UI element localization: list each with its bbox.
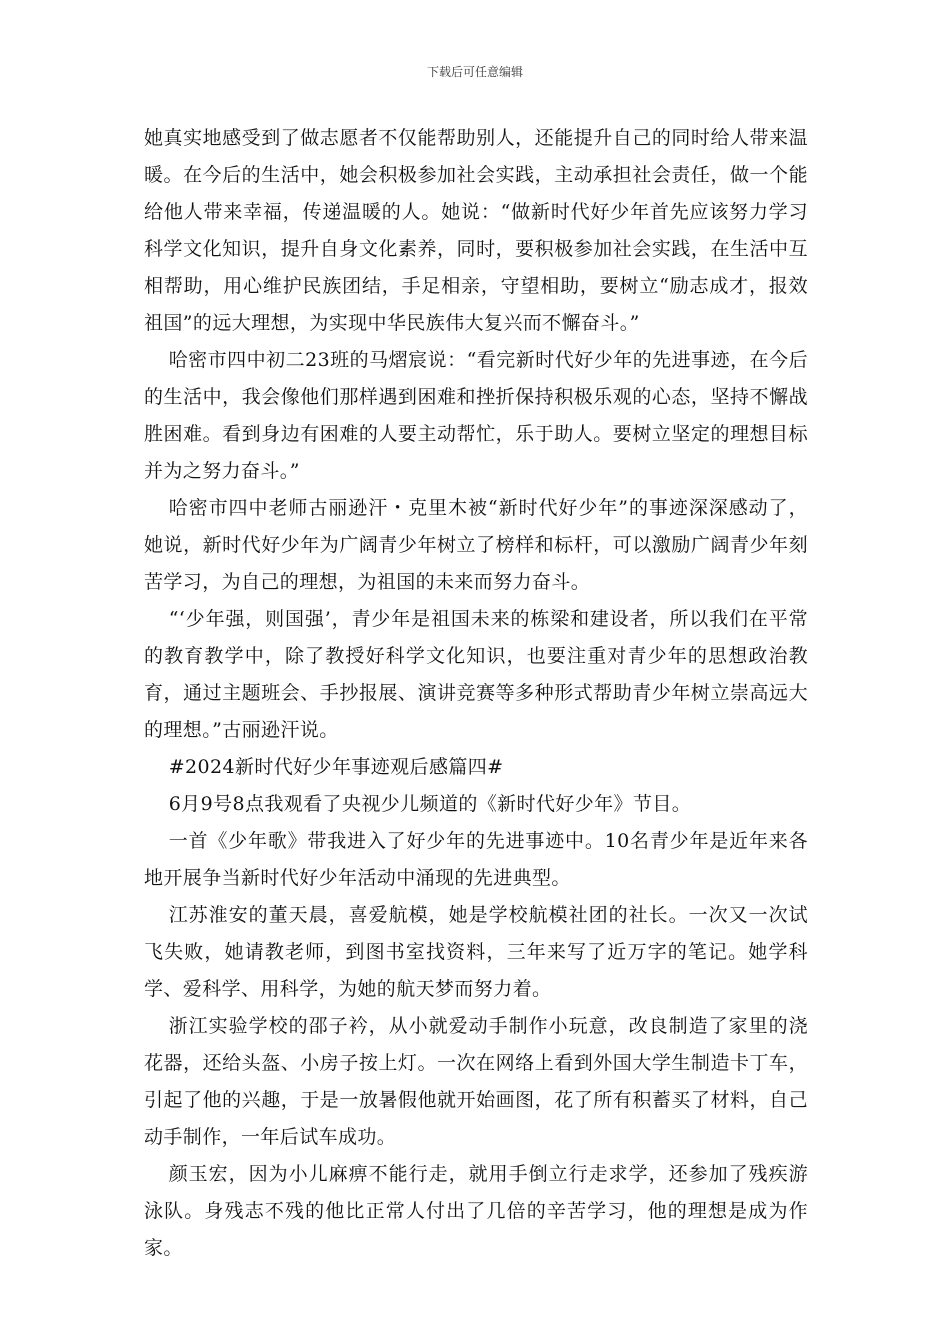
paragraph-4: “‘少年强，则国强’，青少年是祖国未来的栋梁和建设者，所以我们在平常的教育教学中，除了教授好科学文化知识，也要注重对青少年的思想政治教育，通过主题班会、手抄报展、演讲竞赛等多种形式帮助青少年树立崇高远大的理想。”古丽逊汗说。 <box>144 608 808 741</box>
paragraph-6: 6月9号8点我观看了央视少儿频道的《新时代好少年》节目。 <box>168 793 692 815</box>
section-heading: #2024新时代好少年事迹观后感篇四# <box>168 756 504 778</box>
paragraph-3: 哈密市四中老师古丽逊汗・克里木被“新时代好少年”的事迹深深感动了，她说，新时代好少年为广阔青少年树立了榜样和标杆，可以激励广阔青少年刻苦学习，为自己的理想，为祖国的未来而努力奋斗。 <box>144 497 808 593</box>
document-body <box>144 120 808 1267</box>
paragraph-7: 一首《少年歌》带我进入了好少年的先进事迹中。10名青少年是近年来各地开展争当新时代好少年活动中涌现的先进典型。 <box>144 830 808 889</box>
paragraph-10: 颜玉宏，因为小儿麻痹不能行走，就用手倒立行走求学，还参加了残疾游泳队。身残志不残的他比正常人付出了几倍的辛苦学习，他的理想是成为作家。 <box>144 1163 808 1259</box>
paragraph-8: 江苏淮安的董天晨，喜爱航模，她是学校航模社团的社长。一次又一次试飞失败，她请教老师，到图书室找资料，三年来写了近万字的笔记。她学科学、爱科学、用科学，为她的航天梦而努力着。 <box>144 904 808 1000</box>
paragraph-1: 她真实地感受到了做志愿者不仅能帮助别人，还能提升自己的同时给人带来温暖。在今后的生活中，她会积极参加社会实践，主动承担社会责任，做一个能给他人带来幸福，传递温暖的人。她说：“做新时代好少年首先应该努力学习科学文化知识，提升自身文化素养，同时，要积极参加社会实践，在生活中互相帮助，用心维护民族团结，手足相亲，守望相助，要树立“励志成才，报效祖国”的远大理想，为实现中华民族伟大复兴而不懈奋斗。” <box>144 127 808 334</box>
page-header: 下载后可任意编辑 <box>426 65 523 79</box>
paragraph-9: 浙江实验学校的邵子衿，从小就爱动手制作小玩意，改良制造了家里的浇花器，还给头盔、小房子按上灯。一次在网络上看到外国大学生制造卡丁车，引起了他的兴趣，于是一放暑假他就开始画图，花了所有积蓄买了材料，自己动手制作，一年后试车成功。 <box>144 1015 808 1148</box>
paragraph-2: 哈密市四中初二23班的马熠宸说：“看完新时代好少年的先进事迹，在今后的生活中，我会像他们那样遇到困难和挫折保持积极乐观的心态，坚持不懈战胜困难。看到身边有困难的人要主动帮忙，乐于助人。要树立坚定的理想目标并为之努力奋斗。” <box>144 349 808 482</box>
